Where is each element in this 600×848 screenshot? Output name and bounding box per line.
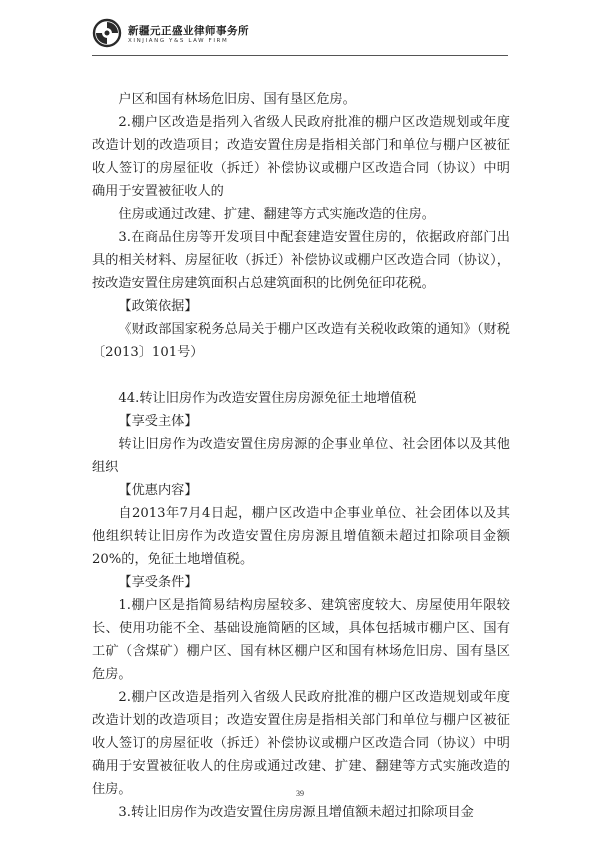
paragraph: 2.棚户区改造是指列入省级人民政府批准的棚户区改造规划或年度改造计划的改造项目；改造安置住房是指相关部门和单位与棚户区被征收人签订的房屋征收（拆迁）补偿协议或棚户区改造合同（协议）中明确用于安置被征收人的 — [92, 115, 510, 199]
firm-name-en: XINJIANG Y&S LAW FIRM — [128, 38, 229, 44]
paragraph: 户区和国有林场危旧房、国有垦区危房。 — [118, 92, 356, 107]
item-title: 44.转让旧房作为改造安置住房房源免征土地增值税 — [118, 391, 417, 406]
policy-reference: 《财政部国家税务总局关于棚户区改造有关税收政策的通知》（财税〔2013〕101号） — [92, 322, 510, 360]
paragraph: 转让旧房作为改造安置住房房源的企事业单位、社会团体以及其他组织 — [92, 437, 510, 475]
page-number: 39 — [296, 789, 304, 798]
header-divider — [92, 55, 508, 56]
section-heading: 【政策依据】 — [118, 299, 198, 314]
document-body — [92, 88, 510, 824]
section-heading: 【优惠内容】 — [118, 483, 198, 498]
paragraph: 2.棚户区改造是指列入省级人民政府批准的棚户区改造规划或年度改造计划的改造项目；改造安置住房是指相关部门和单位与棚户区被征收人签订的房屋征收（拆迁）补偿协议或棚户区改造合同（协议）中明确用于安置被征收人的住房或通过改建、扩建、翻建等方式实施改造的住房。 — [92, 690, 510, 797]
paragraph: 住房或通过改建、扩建、翻建等方式实施改造的住房。 — [118, 207, 435, 222]
paragraph: 1.棚户区是指简易结构房屋较多、建筑密度较大、房屋使用年限较长、使用功能不全、基础设施简陋的区域，具体包括城市棚户区、国有工矿（含煤矿）棚户区、国有林区棚户区和国有林场危旧房、国有垦区危房。 — [92, 598, 510, 682]
firm-name-cn: 新疆元正盛业律师事务所 — [128, 25, 249, 37]
paragraph: 自2013年7月4日起，棚户区改造中企事业单位、社会团体以及其他组织转让旧房作为改造安置住房房源且增值额未超过扣除项目金额20%的，免征土地增值税。 — [92, 506, 510, 567]
firm-logo-icon — [92, 18, 122, 48]
page-header — [92, 14, 512, 52]
section-heading: 【享受主体】 — [118, 414, 198, 429]
paragraph: 3.转让旧房作为改造安置住房房源且增值额未超过扣除项目金 — [118, 805, 474, 820]
spacer — [92, 364, 510, 387]
paragraph: 3.在商品住房等开发项目中配套建造安置住房的，依据政府部门出具的相关材料、房屋征收（拆迁）补偿协议或棚户区改造合同（协议），按改造安置住房建筑面积占总建筑面积的比例免征印花税。 — [92, 230, 510, 291]
section-heading: 【享受条件】 — [118, 575, 198, 590]
